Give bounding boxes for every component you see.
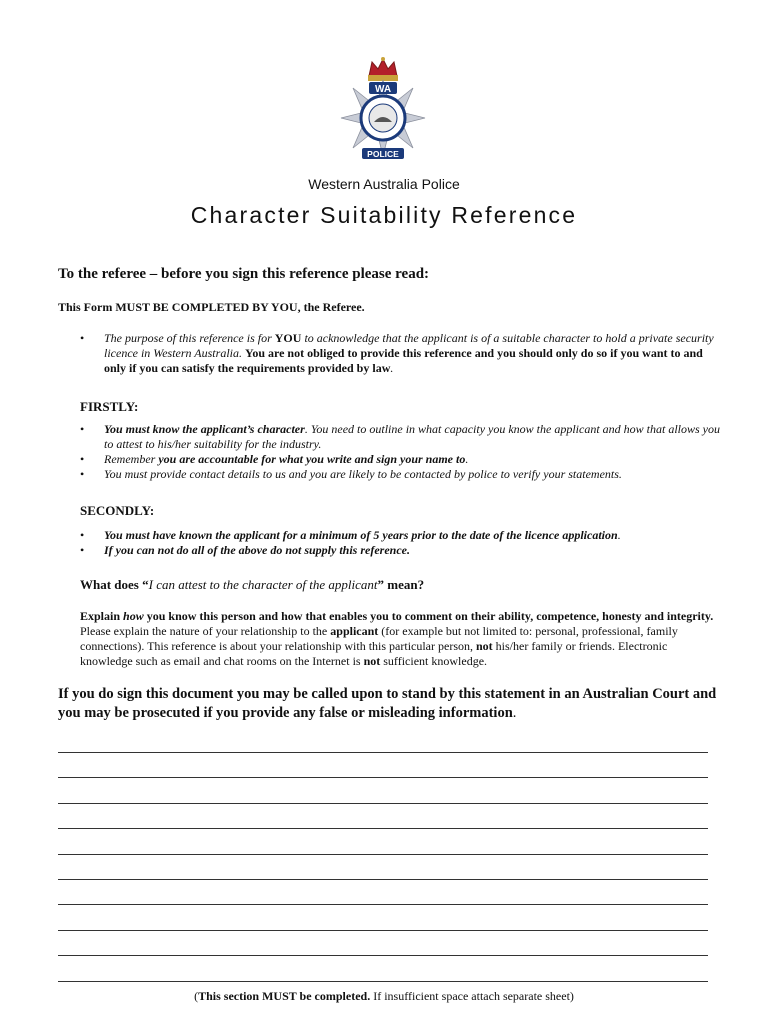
explain-part: not bbox=[476, 639, 493, 653]
organisation-name: Western Australia Police bbox=[308, 176, 460, 192]
explain-part: applicant bbox=[330, 624, 379, 638]
explain-part: Please explain the nature of your relationship to the bbox=[80, 624, 331, 638]
question-post: ” mean? bbox=[377, 577, 425, 592]
footer-rest: If insufficient space attach separate sheet) bbox=[370, 989, 574, 1003]
footer-open: ( bbox=[194, 989, 199, 1003]
secondly-heading: SECONDLY: bbox=[80, 503, 155, 518]
section-footer-note bbox=[0, 989, 768, 1004]
list-item bbox=[80, 452, 720, 467]
purpose-you: YOU bbox=[274, 331, 302, 345]
firstly-heading: FIRSTLY: bbox=[80, 399, 139, 414]
firstly-contact: You must provide contact details to us and you are likely to be contacted by police to verify your statements. bbox=[104, 467, 622, 481]
firstly-accountable: you are accountable for what you write and sign your name to bbox=[158, 452, 466, 466]
writing-line[interactable] bbox=[58, 752, 708, 753]
footer-must: This section MUST be completed. bbox=[198, 989, 371, 1003]
writing-line[interactable] bbox=[58, 854, 708, 855]
list-item bbox=[80, 331, 720, 376]
secondly-do-not-supply: If you can not do all of the above do not supply this reference. bbox=[104, 543, 410, 557]
list-item bbox=[80, 467, 720, 482]
badge-wa-text: WA bbox=[374, 84, 392, 95]
writing-line[interactable] bbox=[58, 981, 708, 982]
attest-question bbox=[80, 577, 424, 593]
explain-part: how bbox=[123, 609, 144, 623]
secondly-list bbox=[80, 528, 720, 558]
must-complete-notice: This Form MUST BE COMPLETED BY YOU, the Referee. bbox=[58, 300, 365, 314]
list-item bbox=[80, 422, 720, 452]
firstly-accountable-end: . bbox=[465, 452, 469, 466]
explanation-paragraph bbox=[80, 609, 715, 669]
firstly-know-character: You must know the applicant’s character bbox=[104, 422, 305, 436]
warning-text: If you do sign this document you may be called upon to stand by this statement in an Australian Court and you may be prosecuted if you provide any false or misleading information bbox=[58, 686, 717, 721]
referee-instructions-heading: To the referee – before you sign this reference please read: bbox=[58, 266, 430, 282]
purpose-end: . bbox=[390, 361, 394, 375]
writing-line[interactable] bbox=[58, 930, 708, 931]
writing-line[interactable] bbox=[58, 955, 708, 956]
prosecution-warning bbox=[58, 685, 738, 723]
writing-line[interactable] bbox=[58, 777, 708, 778]
writing-line[interactable] bbox=[58, 904, 708, 905]
explain-part: (for example but not limited to: personal, professional, family connections). This reference is about your relationship with this particular person, bbox=[80, 624, 678, 653]
question-pre: What does “ bbox=[80, 577, 149, 592]
explain-part: Explain bbox=[80, 609, 124, 623]
list-item bbox=[80, 543, 720, 558]
explain-part: not bbox=[363, 654, 381, 668]
warning-end: . bbox=[512, 705, 517, 721]
purpose-list bbox=[80, 331, 720, 376]
page-title: Character Suitability Reference bbox=[190, 202, 578, 228]
explain-part: sufficient knowledge. bbox=[380, 654, 488, 668]
badge-police-text: POLICE bbox=[367, 149, 399, 159]
explain-part: you know this person and how that enables you to comment on their ability, competence, honesty and integrity. bbox=[143, 609, 714, 623]
explain-part: his/her family or friends. Electronic knowledge such as email and chat rooms on the Internet is bbox=[80, 639, 668, 668]
crown-icon bbox=[368, 57, 398, 81]
list-item bbox=[80, 528, 720, 543]
wa-police-badge-icon bbox=[336, 56, 430, 170]
secondly-five-years: You must have known the applicant for a minimum of 5 years prior to the date of the licence application bbox=[104, 528, 618, 542]
writing-line[interactable] bbox=[58, 828, 708, 829]
reference-writing-area[interactable] bbox=[58, 752, 708, 1006]
firstly-list bbox=[80, 422, 720, 482]
purpose-text-c: to acknowledge that the applicant is of a suitable character to hold a private security licence in Western Australia. bbox=[104, 331, 714, 360]
secondly-five-years-end: . bbox=[617, 528, 621, 542]
firstly-remember: Remember bbox=[104, 452, 159, 466]
firstly-know-text: . You need to outline in what capacity you know the applicant and how that allows you to attest to his/her suitability for the industry. bbox=[104, 422, 721, 451]
purpose-obligation: You are not obliged to provide this reference and you should only do so if you want to and only if you can satisfy the requirements provided by law bbox=[104, 346, 703, 375]
writing-line[interactable] bbox=[58, 803, 708, 804]
question-italic: I can attest to the character of the applicant bbox=[148, 577, 378, 592]
purpose-text-a: The purpose of this reference is for bbox=[104, 331, 275, 345]
writing-line[interactable] bbox=[58, 879, 708, 880]
